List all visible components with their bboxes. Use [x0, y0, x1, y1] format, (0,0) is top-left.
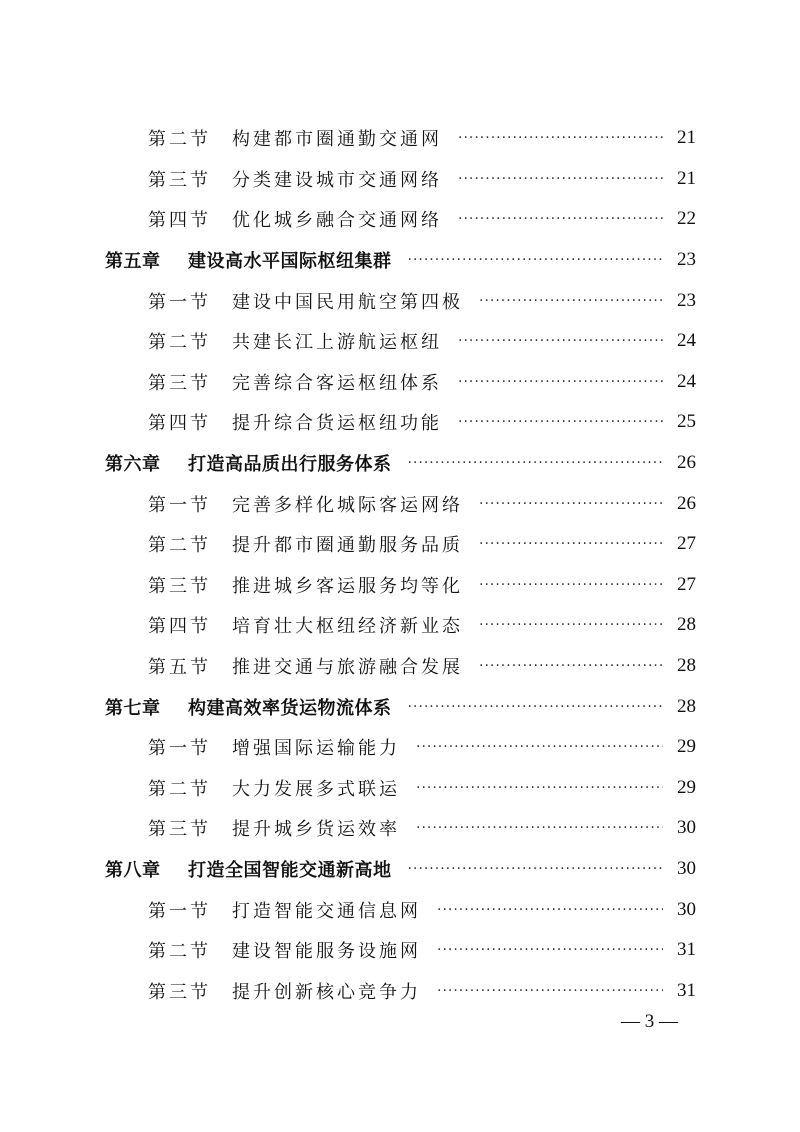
toc-dot-leader	[479, 536, 663, 552]
toc-entry-title: 推进城乡客运服务均等化	[232, 575, 463, 597]
toc-chapter-entry[interactable]	[0, 240, 800, 281]
toc-entry-title: 共建长江上游航运枢纽	[232, 332, 442, 354]
table-of-contents	[0, 118, 800, 1011]
toc-entry-number: 第五章	[105, 251, 161, 273]
toc-entry-page: 26	[677, 452, 696, 474]
toc-entry-number: 第四节	[148, 210, 211, 232]
toc-section-entry[interactable]	[0, 930, 800, 971]
toc-entry-title: 打造全国智能交通新高地	[188, 859, 392, 881]
toc-section-entry[interactable]	[0, 889, 800, 930]
toc-entry-title: 提升综合货运枢纽功能	[232, 413, 442, 435]
toc-section-entry[interactable]	[0, 605, 800, 646]
toc-entry-page: 30	[677, 817, 696, 839]
toc-entry-number: 第五节	[148, 657, 211, 679]
toc-entry-page: 28	[677, 695, 696, 717]
toc-entry-number: 第二节	[148, 535, 211, 557]
toc-dot-leader	[479, 577, 663, 593]
toc-dot-leader	[408, 699, 664, 715]
toc-entry-title: 推进交通与旅游融合发展	[232, 657, 463, 679]
toc-section-entry[interactable]	[0, 565, 800, 606]
toc-entry-page: 21	[677, 127, 696, 149]
toc-entry-page: 22	[677, 208, 696, 230]
toc-entry-page: 28	[677, 655, 696, 677]
toc-section-entry[interactable]	[0, 118, 800, 159]
toc-dot-leader	[458, 130, 663, 146]
toc-entry-number: 第三节	[148, 819, 211, 841]
toc-section-entry[interactable]	[0, 646, 800, 687]
toc-entry-title: 建设高水平国际枢纽集群	[188, 251, 392, 273]
toc-entry-number: 第一节	[148, 494, 211, 516]
toc-entry-number: 第一节	[148, 900, 211, 922]
toc-section-entry[interactable]	[0, 727, 800, 768]
toc-dot-leader	[408, 455, 664, 471]
toc-chapter-entry[interactable]	[0, 686, 800, 727]
toc-entry-page: 27	[677, 573, 696, 595]
toc-entry-page: 25	[677, 411, 696, 433]
toc-section-entry[interactable]	[0, 808, 800, 849]
toc-entry-title: 完善综合客运枢纽体系	[232, 372, 442, 394]
toc-entry-page: 30	[677, 898, 696, 920]
toc-dot-leader	[437, 942, 663, 958]
toc-entry-number: 第七章	[105, 697, 161, 719]
toc-entry-page: 31	[677, 939, 696, 961]
toc-entry-number: 第四节	[148, 616, 211, 638]
toc-section-entry[interactable]	[0, 768, 800, 809]
toc-entry-title: 培育壮大枢纽经济新业态	[232, 616, 463, 638]
toc-entry-number: 第六章	[105, 454, 161, 476]
toc-entry-title: 建设智能服务设施网	[232, 941, 421, 963]
toc-section-entry[interactable]	[0, 402, 800, 443]
toc-dot-leader	[416, 780, 663, 796]
toc-dot-leader	[408, 861, 664, 877]
toc-entry-title: 分类建设城市交通网络	[232, 169, 442, 191]
toc-dot-leader	[458, 414, 663, 430]
toc-entry-number: 第一节	[148, 291, 211, 313]
toc-entry-title: 增强国际运输能力	[232, 738, 400, 760]
toc-section-entry[interactable]	[0, 524, 800, 565]
toc-chapter-entry[interactable]	[0, 849, 800, 890]
toc-dot-leader	[458, 374, 663, 390]
toc-entry-title: 打造智能交通信息网	[232, 900, 421, 922]
toc-dot-leader	[479, 658, 663, 674]
toc-entry-number: 第三节	[148, 575, 211, 597]
toc-dot-leader	[479, 496, 663, 512]
toc-entry-number: 第二节	[148, 941, 211, 963]
toc-dot-leader	[437, 983, 663, 999]
toc-dot-leader	[416, 820, 663, 836]
toc-section-entry[interactable]	[0, 280, 800, 321]
toc-entry-number: 第二节	[148, 332, 211, 354]
toc-entry-title: 构建高效率货运物流体系	[188, 697, 392, 719]
toc-dot-leader	[479, 617, 663, 633]
toc-dot-leader	[458, 333, 663, 349]
toc-entry-page: 26	[677, 492, 696, 514]
toc-entry-title: 提升创新核心竞争力	[232, 981, 421, 1003]
toc-dot-leader	[437, 902, 663, 918]
toc-entry-number: 第八章	[105, 859, 161, 881]
toc-dot-leader	[458, 211, 663, 227]
toc-section-entry[interactable]	[0, 483, 800, 524]
toc-dot-leader	[479, 293, 663, 309]
toc-entry-page: 23	[677, 249, 696, 271]
toc-entry-title: 构建都市圈通勤交通网	[232, 129, 442, 151]
toc-dot-leader	[416, 739, 663, 755]
toc-entry-page: 29	[677, 776, 696, 798]
toc-dot-leader	[408, 252, 664, 268]
toc-entry-page: 28	[677, 614, 696, 636]
toc-entry-page: 29	[677, 736, 696, 758]
toc-entry-title: 提升城乡货运效率	[232, 819, 400, 841]
toc-section-entry[interactable]	[0, 970, 800, 1011]
toc-entry-title: 打造高品质出行服务体系	[188, 454, 392, 476]
toc-entry-title: 提升都市圈通勤服务品质	[232, 535, 463, 557]
toc-entry-page: 30	[677, 857, 696, 879]
toc-entry-title: 完善多样化城际客运网络	[232, 494, 463, 516]
toc-entry-number: 第四节	[148, 413, 211, 435]
toc-entry-number: 第三节	[148, 981, 211, 1003]
toc-section-entry[interactable]	[0, 199, 800, 240]
toc-entry-number: 第三节	[148, 169, 211, 191]
toc-chapter-entry[interactable]	[0, 443, 800, 484]
toc-entry-page: 24	[677, 370, 696, 392]
page-number-footer: — 3 —	[621, 1011, 678, 1032]
toc-entry-title: 大力发展多式联运	[232, 778, 400, 800]
toc-section-entry[interactable]	[0, 321, 800, 362]
toc-entry-title: 建设中国民用航空第四极	[232, 291, 463, 313]
toc-entry-title: 优化城乡融合交通网络	[232, 210, 442, 232]
toc-entry-page: 27	[677, 533, 696, 555]
toc-entry-number: 第二节	[148, 778, 211, 800]
toc-entry-page: 23	[677, 289, 696, 311]
toc-section-entry[interactable]	[0, 362, 800, 403]
toc-entry-page: 24	[677, 330, 696, 352]
toc-entry-number: 第三节	[148, 372, 211, 394]
toc-entry-number: 第一节	[148, 738, 211, 760]
toc-entry-page: 21	[677, 167, 696, 189]
toc-entry-number: 第二节	[148, 129, 211, 151]
toc-entry-page: 31	[677, 979, 696, 1001]
toc-section-entry[interactable]	[0, 159, 800, 200]
toc-dot-leader	[458, 171, 663, 187]
